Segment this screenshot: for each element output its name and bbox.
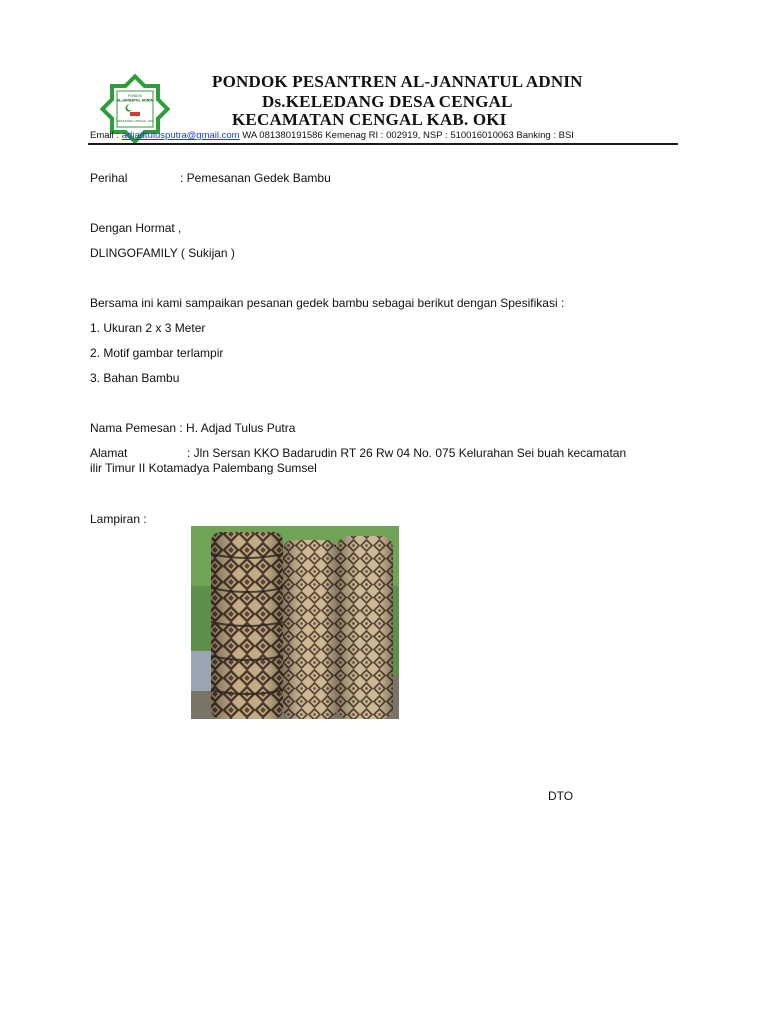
- greeting: Dengan Hormat ,: [90, 221, 182, 235]
- signature-dto: DTO: [548, 789, 574, 803]
- alamat-line1: : Jln Sersan KKO Badarudin RT 26 Rw 04 No. 075 Kelurahan Sei buah kecamatan: [187, 446, 627, 460]
- spec-item-2: 2. Motif gambar terlampir: [90, 346, 224, 360]
- pemesan-name: Nama Pemesan : H. Adjad Tulus Putra: [90, 421, 296, 435]
- alamat-line2: ilir Timur II Kotamadya Palembang Sumsel: [90, 461, 317, 475]
- bamboo-mat-photo: [191, 526, 399, 719]
- contact-email-prefix: Email :: [90, 130, 122, 141]
- contact-email-link[interactable]: adjadtulusputra@gmail.com: [121, 130, 240, 141]
- lampiran-label: Lampiran :: [90, 512, 147, 526]
- letterhead-title-line3: KECAMATAN CENGAL KAB. OKI: [232, 110, 507, 129]
- letterhead-contact: [90, 130, 574, 141]
- letterhead-title-line2: Ds.KELEDANG DESA CENGAL: [262, 92, 513, 111]
- alamat-label: Alamat: [90, 446, 128, 460]
- contact-details: WA 081380191586 Kemenag RI : 002919, NSP : 510016010063 Banking : BSI: [239, 130, 574, 141]
- logo-text-top: PONDOK: [128, 94, 142, 98]
- recipient: DLINGOFAMILY ( Sukijan ): [90, 246, 235, 260]
- perihal-label: Perihal: [90, 171, 128, 185]
- perihal-row: [90, 171, 331, 185]
- letterhead-divider: [88, 143, 678, 145]
- spec-item-3: 3. Bahan Bambu: [90, 371, 180, 385]
- intro-paragraph: Bersama ini kami sampaikan pesanan gedek bambu sebagai berikut dengan Spesifikasi :: [90, 296, 565, 310]
- letterhead-title-line1: PONDOK PESANTREN AL-JANNATUL ADNIN: [212, 72, 583, 91]
- alamat-row: [90, 446, 626, 460]
- logo-text-bottom: KELEDANG CENGAL OKI: [117, 119, 153, 123]
- logo-text-mid: AL-JANNATUL ADNIN: [116, 98, 154, 103]
- spec-item-1: 1. Ukuran 2 x 3 Meter: [90, 321, 206, 335]
- perihal-value: : Pemesanan Gedek Bambu: [180, 171, 331, 185]
